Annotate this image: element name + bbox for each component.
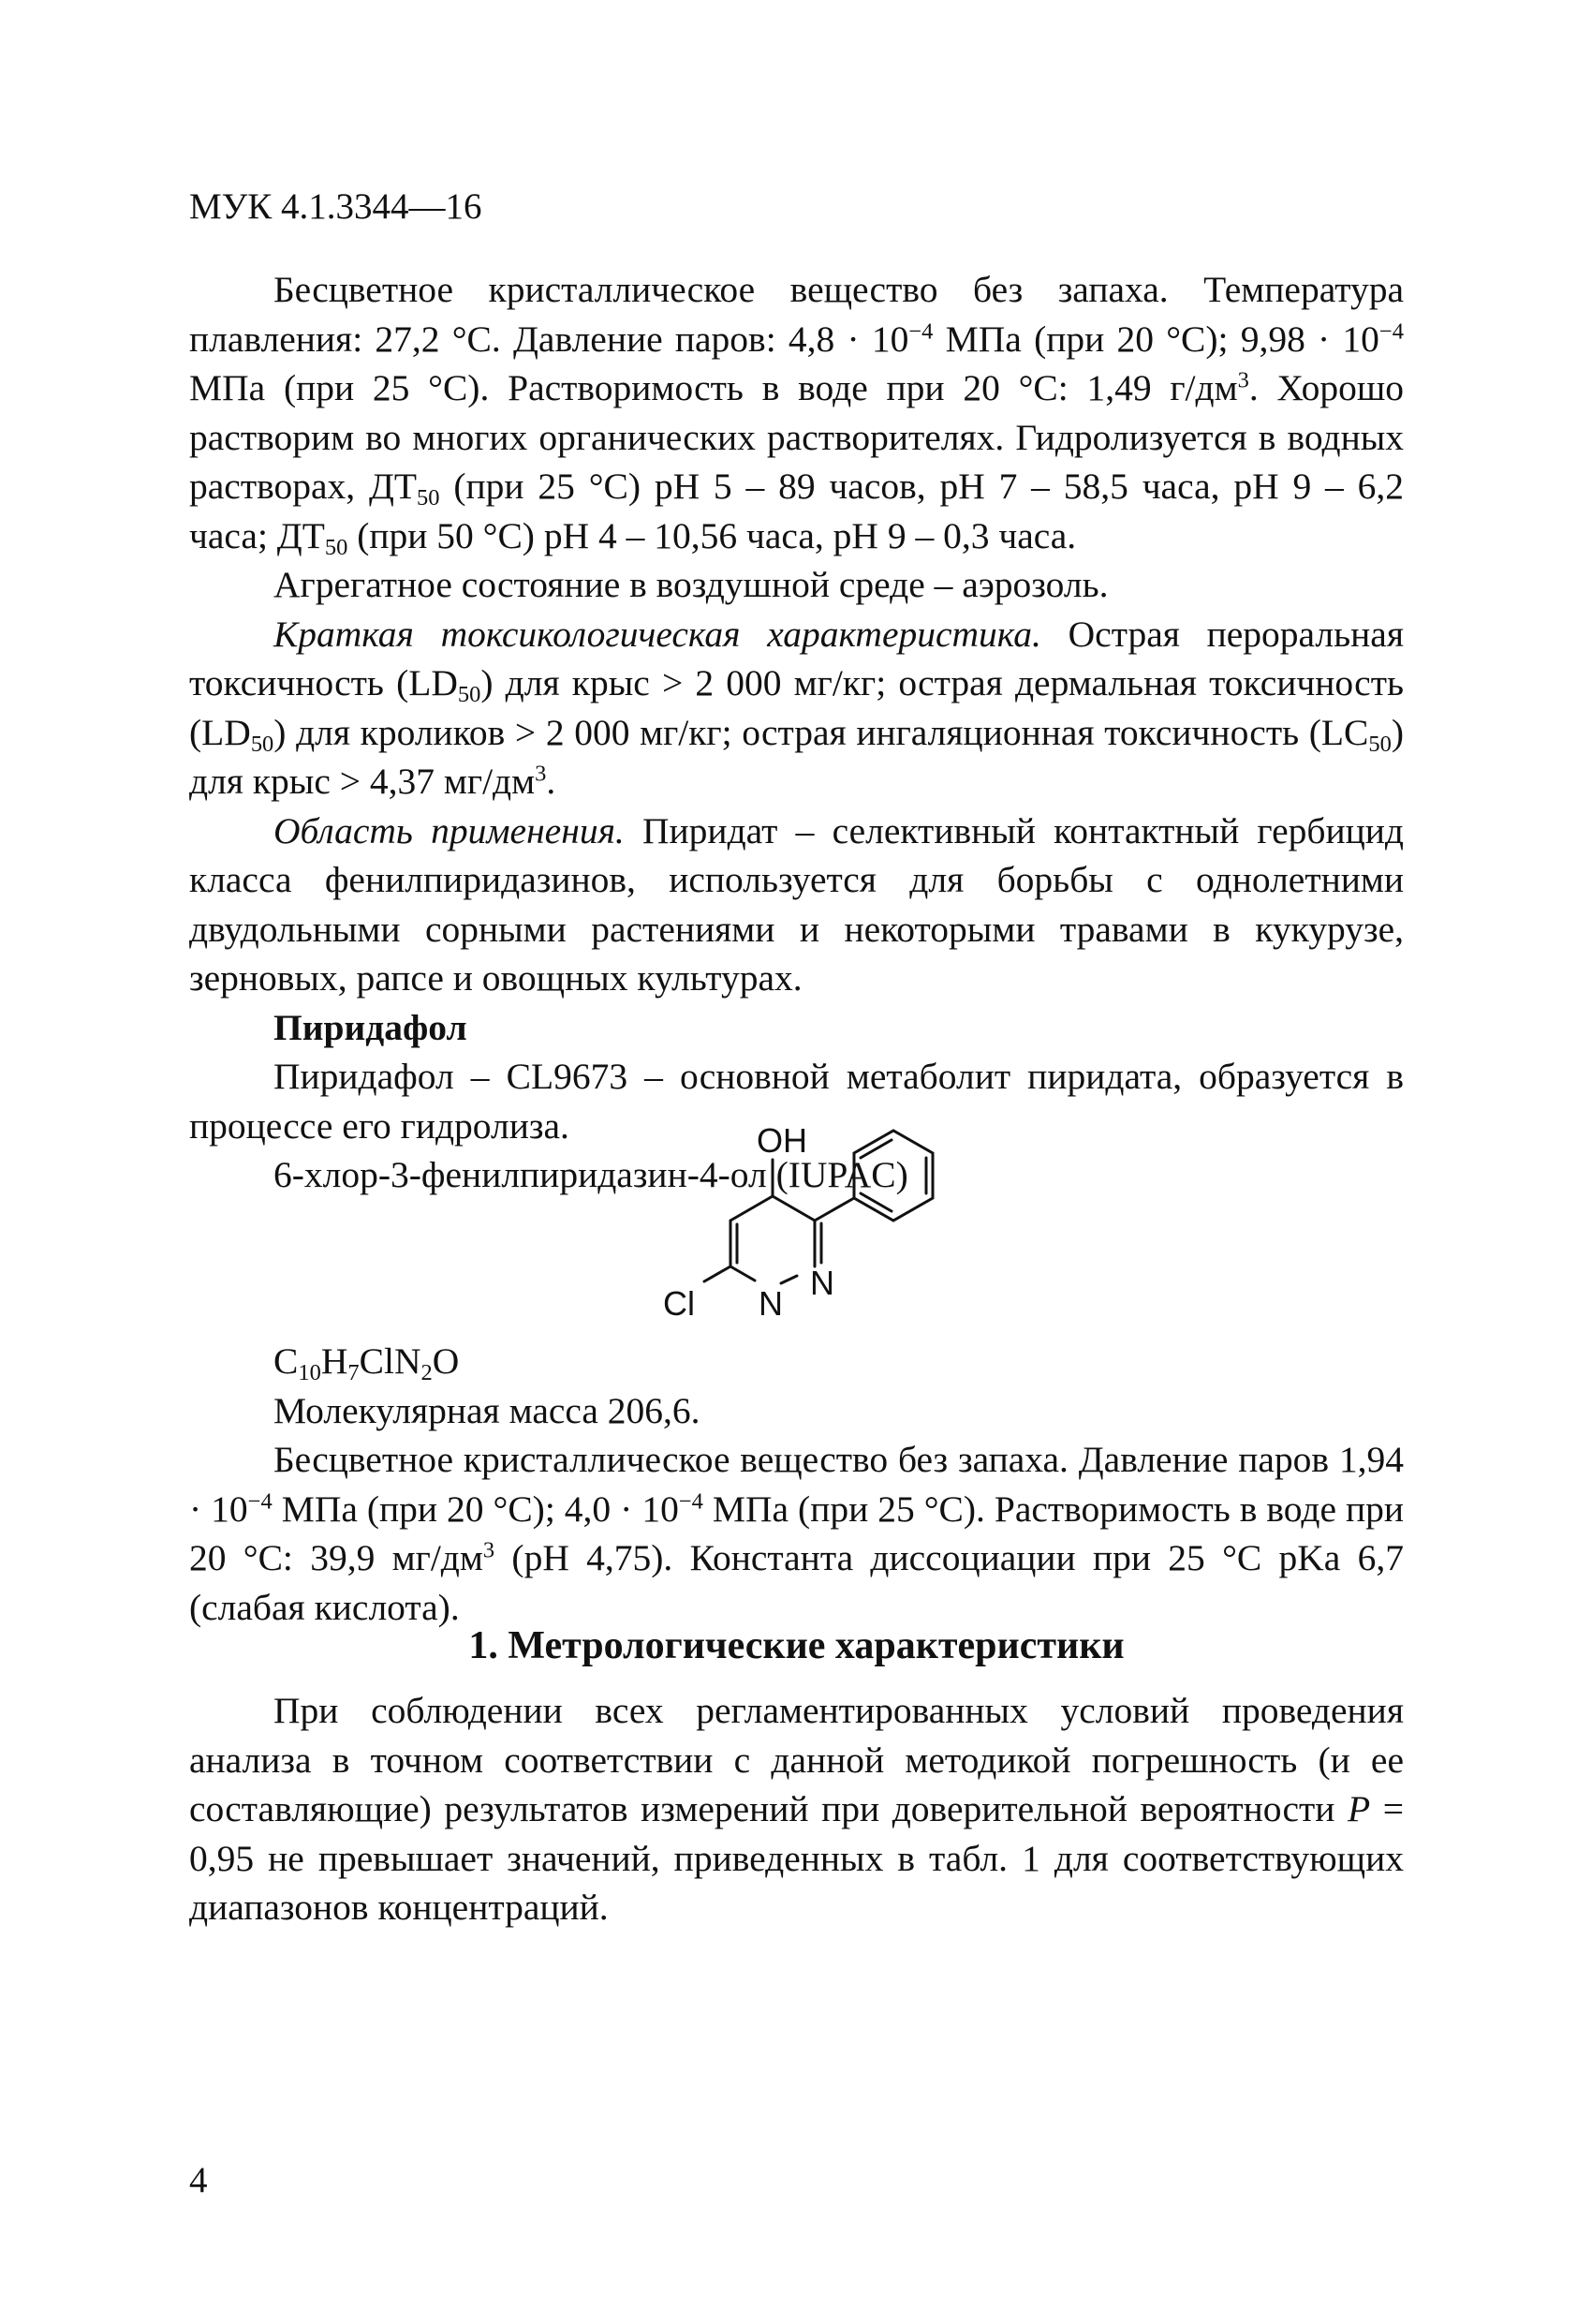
subheading-pyridafol: Пиридафол bbox=[273, 1006, 467, 1048]
body-section-2 bbox=[189, 1337, 1404, 1632]
section-heading-metrology: 1. Метрологические характеристики bbox=[468, 1624, 1125, 1667]
body-section-3 bbox=[189, 1686, 1404, 1932]
paragraph-properties: Бесцветное кристаллическое вещество без запаха. Температура плавления: 27,2 °С. Давление паров: $4,8 \cdot 10^{-4}$ МПа (при 20 °С); $9,98 \cdot 10^{-4}$ МПа (при 25 °С). Растворимость в воде при 20 °С: 1,49 $г/дм^3$. Хорошо растворим во многих органических растворителях. Гидролизуется в водных растворах, $ДТ_{50}$ (при 25 °С) pH 5 – 89 часов, pH 7 – 58,5 часа, pH 9 – 6,2 часа; $ДТ_{50}$ (при 50 °С) pH 4 – 10,56 часа, pH 9 – 0,3 часа. bbox=[189, 269, 1404, 560]
paragraph-metrology: При соблюдении всех регламентированных условий проведения анализа в точном соответствии с данной методикой погрешность (и ее составляющие) результатов измерений при доверительной вероятности P = 0,95 не превышает значений, приведенных в табл. 1 для соответствующих диапазонов концентраций. bbox=[189, 1690, 1404, 1928]
document-code-header: МУК 4.1.3344—16 bbox=[189, 186, 482, 227]
hydroxyl-label: OH bbox=[757, 1121, 807, 1160]
molecular-mass: Молекулярная масса 206,6. bbox=[273, 1389, 700, 1431]
chemical-structure-diagram bbox=[618, 1111, 993, 1336]
molecular-formula: $C_{10}H_7ClN_2O$ bbox=[273, 1340, 460, 1385]
iupac-name: 6-хлор-3-фенилпиридазин-4-ол (IUPAC) bbox=[273, 1154, 908, 1195]
paragraph-aggregate-state: Агрегатное состояние в воздушной среде – аэрозоль. bbox=[273, 564, 1109, 605]
body-section-1 bbox=[189, 265, 1404, 1200]
ring-nitrogen-label-1: N bbox=[810, 1264, 834, 1302]
paragraph-toxicology: Краткая токсикологическая характеристика. Острая пероральная токсичность $(LD_{50})$ для крыс > 2 000 мг/кг; острая дермальная токсичность $(LD_{50})$ для кроликов > 2 000 мг/кг; острая ингаляционная токсичность $(LC_{50})$ для крыс > 4,37 $мг/дм^3$. bbox=[189, 613, 1404, 802]
chlorine-label: Cl bbox=[663, 1284, 695, 1323]
paragraph-pyridafol-intro: Пиридафол – CL9673 – основной метаболит пиридата, образуется в процессе его гидролиза. bbox=[189, 1056, 1404, 1147]
paragraph-application: Область применения. Пиридат – селективный контактный гербицид класса фенилпиридазинов, используется для борьбы с однолетними двудольными сорными растениями и некоторыми травами в кукурузе, зерновых, рапсе и овощных культурах. bbox=[189, 809, 1404, 999]
paragraph-pyridafol-properties: Бесцветное кристаллическое вещество без запаха. Давление паров $1,94 \cdot 10^{-4}$ МПа (при 20 °С); $4,0 \cdot 10^{-4}$ МПа (при 25 °С). Растворимость в воде при 20 °С: 39,9 $мг/дм^3$ (pH 4,75). Константа диссоциации при 25 °С pKa 6,7 (слабая кислота). bbox=[189, 1439, 1405, 1628]
ring-nitrogen-label-2: N bbox=[759, 1284, 783, 1323]
page-number: 4 bbox=[189, 2160, 208, 2200]
